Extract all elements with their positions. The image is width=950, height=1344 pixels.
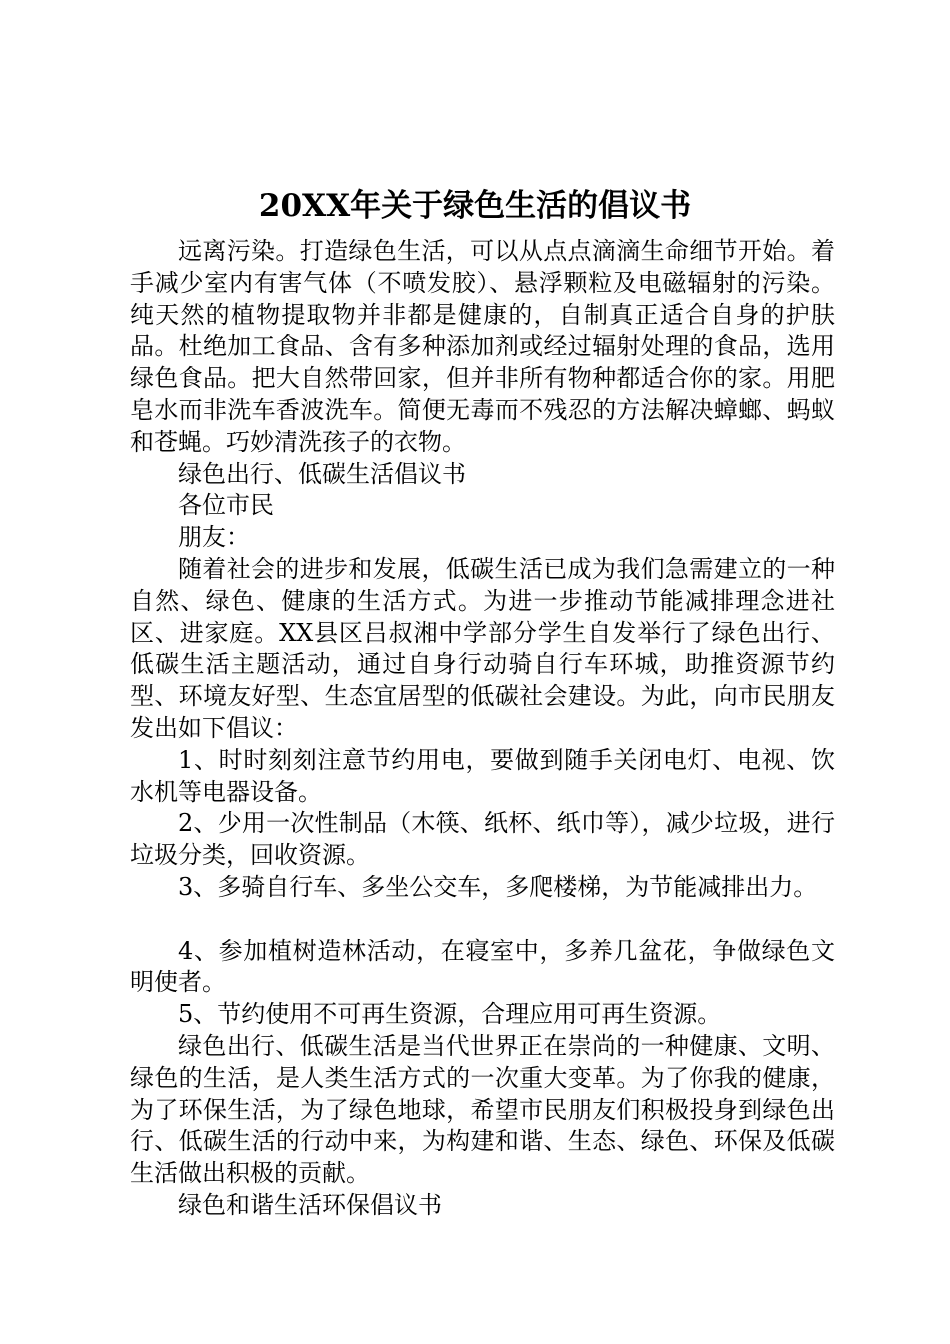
paragraph-conclusion: 绿色出行、低碳生活是当代世界正在崇尚的一种健康、文明、绿色的生活，是人类生活方式的一次重大变革。为了你我的健康，为了环保生活，为了绿色地球，希望市民朋友们积极投身到绿色出行、低碳生活的行动中来，为构建和谐、生态、绿色、环保及低碳生活做出积极的贡献。 — [130, 1031, 835, 1188]
document-title: 20XX年关于绿色生活的倡议书 — [258, 188, 692, 224]
paragraph-heading-green-travel: 绿色出行、低碳生活倡议书 — [178, 459, 466, 488]
paragraph-salutation-friends: 朋友： — [178, 523, 250, 552]
paragraph-pollution: 远离污染。打造绿色生活，可以从点点滴滴生命细节开始。着手减少室内有害气体（不喷发胶）、悬浮颗粒及电磁辐射的污染。纯天然的植物提取物并非都是健康的，自制真正适合自身的护肤品。杜绝加工食品、含有多种添加剂或经过辐射处理的食品，选用绿色食品。把大自然带回家，但并非所有物种都适合你的家。用肥皂水而非洗车香波洗车。简便无毒而不残忍的方法解决蟑螂、蚂蚁和苍蝇。巧妙清洗孩子的衣物。 — [130, 237, 835, 456]
document-body — [130, 236, 835, 1222]
paragraph-intro: 随着社会的进步和发展，低碳生活已成为我们急需建立的一种自然、绿色、健康的生活方式。为进一步推动节能减排理念进社区、进家庭。XX县区吕叔湘中学部分学生自发举行了绿色出行、低碳生活主题活动，通过自身行动骑自行车环城，助推资源节约型、环境友好型、生态宜居型的低碳社会建设。为此，向市民朋友发出如下倡议： — [130, 554, 835, 742]
proposal-item-1: 1、时时刻刻注意节约用电，要做到随手关闭电灯、电视、饮水机等电器设备。 — [130, 745, 835, 806]
blank-line — [130, 904, 835, 936]
paragraph-salutation-citizens: 各位市民 — [178, 491, 274, 520]
proposal-item-3: 3、多骑自行车、多坐公交车，多爬楼梯，为节能减排出力。 — [178, 872, 818, 901]
proposal-item-5: 5、节约使用不可再生资源，合理应用可再生资源。 — [178, 1000, 722, 1029]
proposal-item-4: 4、参加植树造林活动，在寝室中，多养几盆花，争做绿色文明使者。 — [130, 936, 835, 997]
proposal-item-2: 2、少用一次性制品（木筷、纸杯、纸巾等），减少垃圾，进行垃圾分类，回收资源。 — [130, 809, 835, 870]
paragraph-heading-harmony: 绿色和谐生活环保倡议书 — [178, 1190, 442, 1219]
